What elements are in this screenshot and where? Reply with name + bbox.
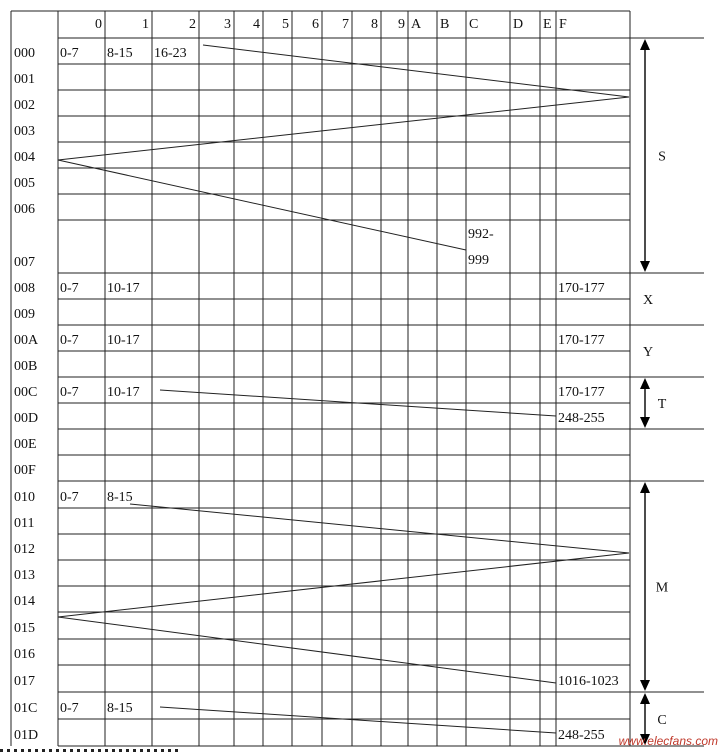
row-address: 016 — [14, 647, 35, 662]
column-header-B: B — [440, 17, 450, 32]
column-header-4: 4 — [253, 17, 260, 32]
cell-value: 170-177 — [558, 385, 605, 400]
arrow-head-up-icon — [640, 693, 650, 704]
cell-value: 16-23 — [154, 46, 187, 61]
column-header-1: 1 — [142, 17, 149, 32]
row-address: 014 — [14, 594, 35, 609]
column-header-D: D — [513, 17, 524, 32]
cell-value: 248-255 — [558, 728, 605, 743]
row-address: 005 — [14, 176, 35, 191]
row-address: 00F — [14, 463, 36, 478]
cell-value: 0-7 — [60, 490, 79, 505]
cell-value: 8-15 — [107, 490, 133, 505]
region-brackets — [630, 38, 704, 746]
arrow-head-down-icon — [640, 680, 650, 691]
row-address: 004 — [14, 150, 35, 165]
region-label: S — [658, 149, 666, 165]
cell-value: 992- — [468, 227, 494, 242]
site-watermark: www.elecfans.com — [618, 734, 718, 748]
row-address: 00D — [14, 411, 39, 426]
row-address: 009 — [14, 307, 35, 322]
table-grid — [11, 11, 630, 746]
cell-value: 0-7 — [60, 701, 79, 716]
range-continuation-line — [58, 504, 629, 683]
region-label: T — [657, 397, 667, 412]
cell-value: 1016-1023 — [558, 674, 619, 689]
column-header-2: 2 — [189, 17, 196, 32]
arrow-head-up-icon — [640, 482, 650, 493]
row-address: 01D — [14, 728, 39, 743]
cell-value: 0-7 — [60, 385, 79, 400]
region-label: X — [642, 293, 654, 308]
row-address: 007 — [14, 255, 35, 270]
cell-value: 10-17 — [107, 333, 140, 348]
row-address: 00B — [14, 359, 38, 374]
row-address: 013 — [14, 568, 35, 583]
range-continuation-line — [58, 45, 629, 250]
row-address: 015 — [14, 621, 35, 636]
row-address: 017 — [14, 674, 35, 689]
row-address: 008 — [14, 281, 35, 296]
byte-range-diagonals — [58, 45, 629, 733]
cell-value: 0-7 — [60, 333, 79, 348]
row-address: 000 — [14, 46, 35, 61]
row-address: 011 — [14, 516, 35, 531]
row-address: 00E — [14, 437, 37, 452]
region-label: C — [657, 713, 667, 728]
row-address: 00A — [14, 333, 39, 348]
cell-value: 0-7 — [60, 46, 79, 61]
row-address: 01C — [14, 701, 38, 716]
column-header-F: F — [559, 17, 567, 32]
cell-value: 10-17 — [107, 281, 140, 296]
row-address: 001 — [14, 72, 35, 87]
cell-value: 8-15 — [107, 701, 133, 716]
column-header-0: 0 — [95, 17, 102, 32]
row-address: 003 — [14, 124, 35, 139]
region-label: Y — [642, 345, 654, 360]
region-label: M — [655, 580, 669, 596]
cell-value: 8-15 — [107, 46, 133, 61]
cell-value: 999 — [468, 253, 489, 268]
column-header-5: 5 — [282, 17, 289, 32]
cell-value: 248-255 — [558, 411, 605, 426]
row-address: 010 — [14, 490, 35, 505]
column-header-C: C — [469, 17, 479, 32]
column-header-8: 8 — [371, 17, 378, 32]
arrow-head-up-icon — [640, 39, 650, 50]
row-address: 00C — [14, 385, 38, 400]
range-continuation-line — [160, 707, 556, 733]
cell-value: 10-17 — [107, 385, 140, 400]
row-address: 006 — [14, 202, 35, 217]
arrow-head-down-icon — [640, 417, 650, 428]
cell-value: 0-7 — [60, 281, 79, 296]
cell-value: 170-177 — [558, 281, 605, 296]
column-header-6: 6 — [312, 17, 319, 32]
column-header-E: E — [543, 17, 552, 32]
row-address: 012 — [14, 542, 35, 557]
arrow-head-down-icon — [640, 261, 650, 272]
row-address: 002 — [14, 98, 35, 113]
arrow-head-up-icon — [640, 378, 650, 389]
column-header-9: 9 — [398, 17, 405, 32]
column-header-3: 3 — [224, 17, 231, 32]
column-header-A: A — [411, 17, 422, 32]
cell-value: 170-177 — [558, 333, 605, 348]
column-header-7: 7 — [342, 17, 349, 32]
